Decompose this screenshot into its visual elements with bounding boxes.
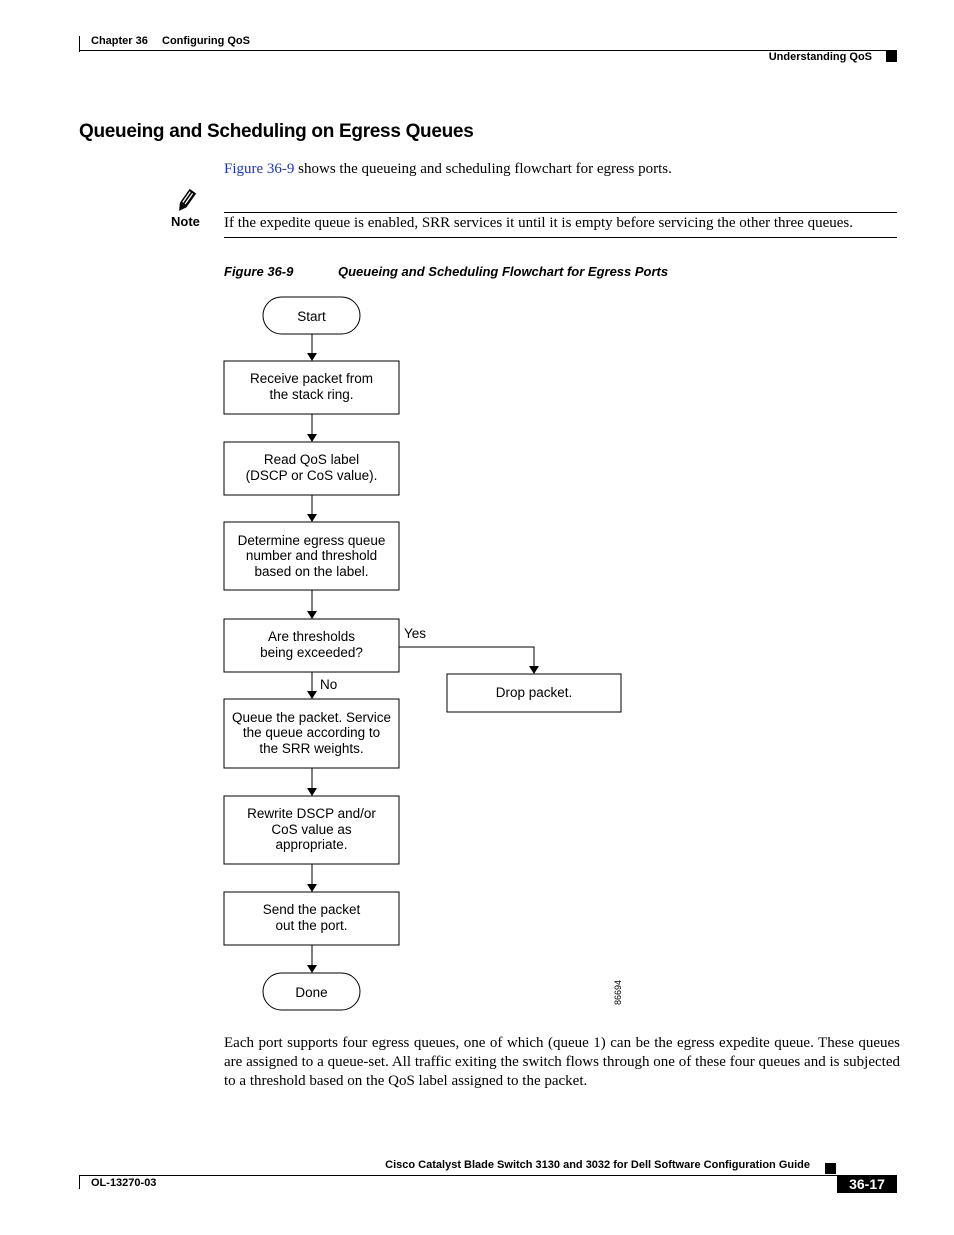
read-text-1: Read QoS label [263,452,360,467]
header-chapter: Chapter 36 [91,35,148,47]
decision-text-2: being exceeded? [260,645,363,660]
start-node [263,297,360,334]
decision-node [224,619,399,672]
queue-text-1: Queue the packet. Service [231,710,392,725]
start-text: Start [297,309,326,324]
done-node [263,973,360,1010]
send-text-2: out the port. [275,918,348,933]
queue-node [224,699,399,768]
note-label: Note [171,214,200,229]
determine-node [224,522,399,590]
header-chapter-title: Configuring QoS [162,35,250,47]
rewrite-text-2: CoS value as [271,822,352,837]
arrow-yes-drop [399,647,534,673]
intro-text: shows the queueing and scheduling flowchart for egress ports. [294,161,672,177]
done-text: Done [295,985,328,1000]
read-text-2: (DSCP or CoS value). [245,468,378,483]
queue-text-3: the SRR weights. [259,741,364,756]
section-heading: Queueing and Scheduling on Egress Queues [79,121,474,142]
send-node [224,892,399,945]
figure-title: Queueing and Scheduling Flowchart for Egress Ports [338,264,669,279]
no-label: No [320,677,338,692]
determine-text-3: based on the label. [254,564,369,579]
receive-node [224,361,399,414]
note-text: If the expedite queue is enabled, SRR services it until it is empty before servicing the other three queues. [224,215,853,231]
figure-link[interactable]: Figure 36-9 [224,161,295,177]
footer-marker [825,1163,836,1174]
figure-number: Figure 36-9 [224,264,294,279]
receive-text-2: the stack ring. [269,387,354,402]
page-number: 36-17 [837,1175,897,1193]
rewrite-node [224,796,399,864]
rewrite-text-3: appropriate. [275,837,348,852]
determine-text-2: number and threshold [245,548,378,563]
footer-doc-id: OL-13270-03 [91,1177,157,1189]
yes-label: Yes [404,626,427,641]
footer-guide-title: Cisco Catalyst Blade Switch 3130 and 3032 for Dell Software Configuration Guide [385,1159,810,1171]
send-text-1: Send the packet [262,902,361,917]
drop-text: Drop packet. [495,685,573,700]
receive-text-1: Receive packet from [249,371,374,386]
header-section: Understanding QoS [768,51,872,63]
read-node [224,442,399,495]
queue-text-2: the queue according to [242,725,381,740]
body-paragraph: Each port supports four egress queues, one of which (queue 1) can be the egress expedite queue. These queues are assigned to a queue-set. All traffic exiting the switch flows through one of these four queues and is subjected to a threshold based on the QoS label assigned to the packet. [224,1035,900,1089]
drop-node [447,674,621,712]
art-id: 86694 [613,979,623,1005]
determine-text-1: Determine egress queue [237,533,386,548]
decision-text-1: Are thresholds [267,629,356,644]
rewrite-text-1: Rewrite DSCP and/or [247,806,376,821]
